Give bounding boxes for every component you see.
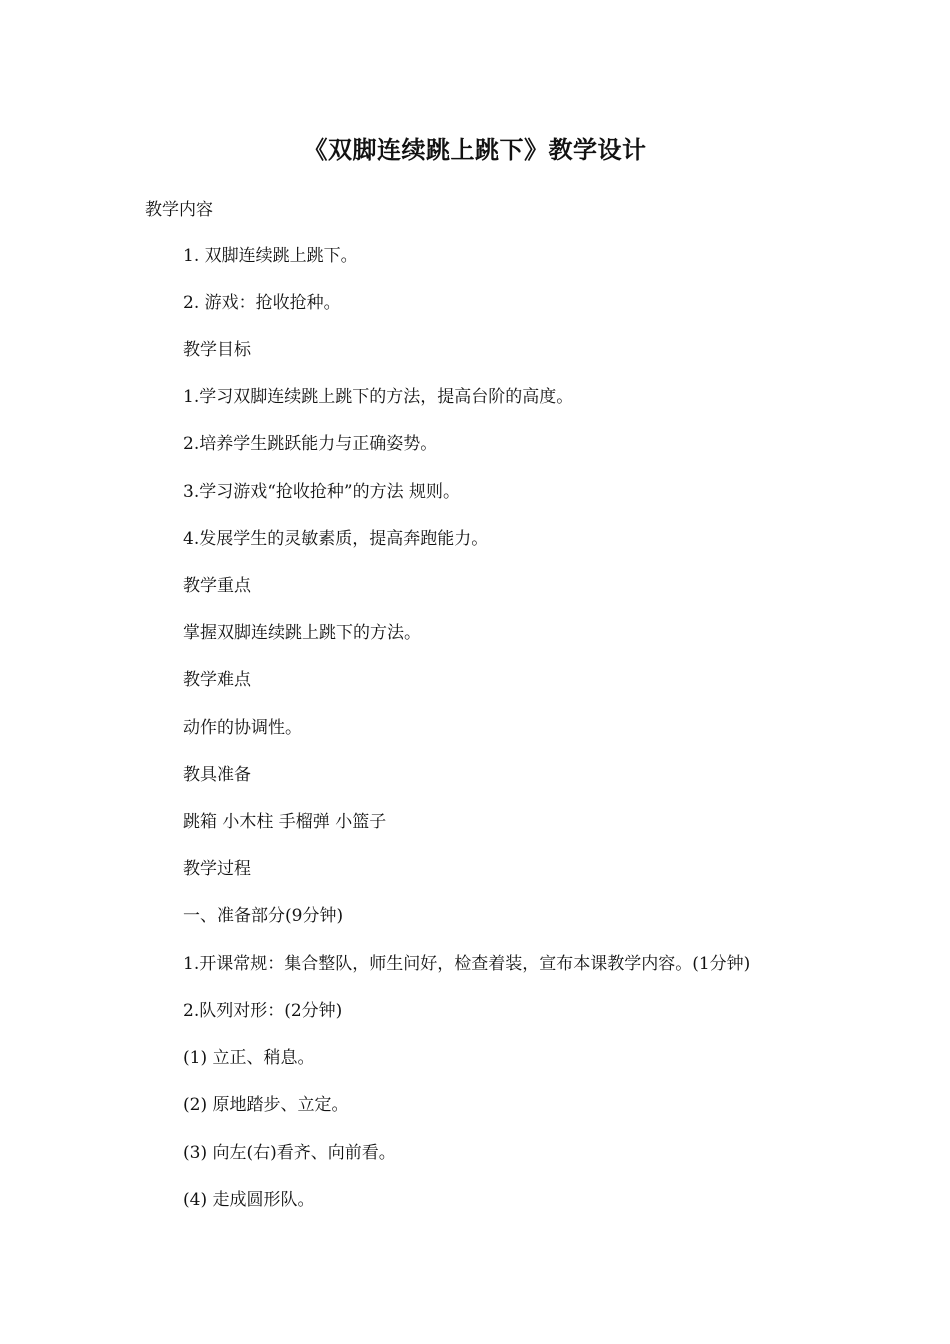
goal-item-2: 2.培养学生跳跃能力与正确姿势。 — [183, 434, 438, 454]
content-item-2: 2. 游戏：抢收抢种。 — [183, 293, 341, 313]
section-heading-equipment: 教具准备 — [183, 765, 251, 785]
goal-item-4: 4.发展学生的灵敏素质，提高奔跑能力。 — [183, 529, 489, 549]
drill-item-1: (1) 立正、稍息。 — [183, 1048, 315, 1068]
key-point-text: 掌握双脚连续跳上跳下的方法。 — [183, 623, 421, 643]
page-title: 《双脚连续跳上跳下》教学设计 — [303, 135, 647, 164]
section-heading-process: 教学过程 — [183, 859, 251, 879]
difficulty-text: 动作的协调性。 — [183, 718, 302, 738]
section-heading-difficulties: 教学难点 — [183, 670, 251, 690]
process-part-1: 一、准备部分(9分钟) — [183, 906, 344, 926]
goal-item-3: 3.学习游戏“抢收抢种”的方法 规则。 — [183, 482, 461, 502]
goal-item-1: 1.学习双脚连续跳上跳下的方法，提高台阶的高度。 — [183, 387, 574, 407]
section-heading-teaching-goals: 教学目标 — [183, 340, 251, 360]
section-heading-teaching-content: 教学内容 — [145, 200, 213, 220]
drill-item-4: (4) 走成圆形队。 — [183, 1190, 315, 1210]
drill-item-2: (2) 原地踏步、立定。 — [183, 1095, 349, 1115]
section-heading-key-points: 教学重点 — [183, 576, 251, 596]
equipment-text: 跳箱 小木柱 手榴弹 小篮子 — [183, 812, 387, 832]
process-step-1: 1.开课常规：集合整队，师生问好，检查着装，宣布本课教学内容。(1分钟) — [183, 954, 751, 974]
process-step-2: 2.队列对形：(2分钟) — [183, 1001, 343, 1021]
drill-item-3: (3) 向左(右)看齐、向前看。 — [183, 1143, 396, 1163]
content-item-1: 1. 双脚连续跳上跳下。 — [183, 246, 358, 266]
